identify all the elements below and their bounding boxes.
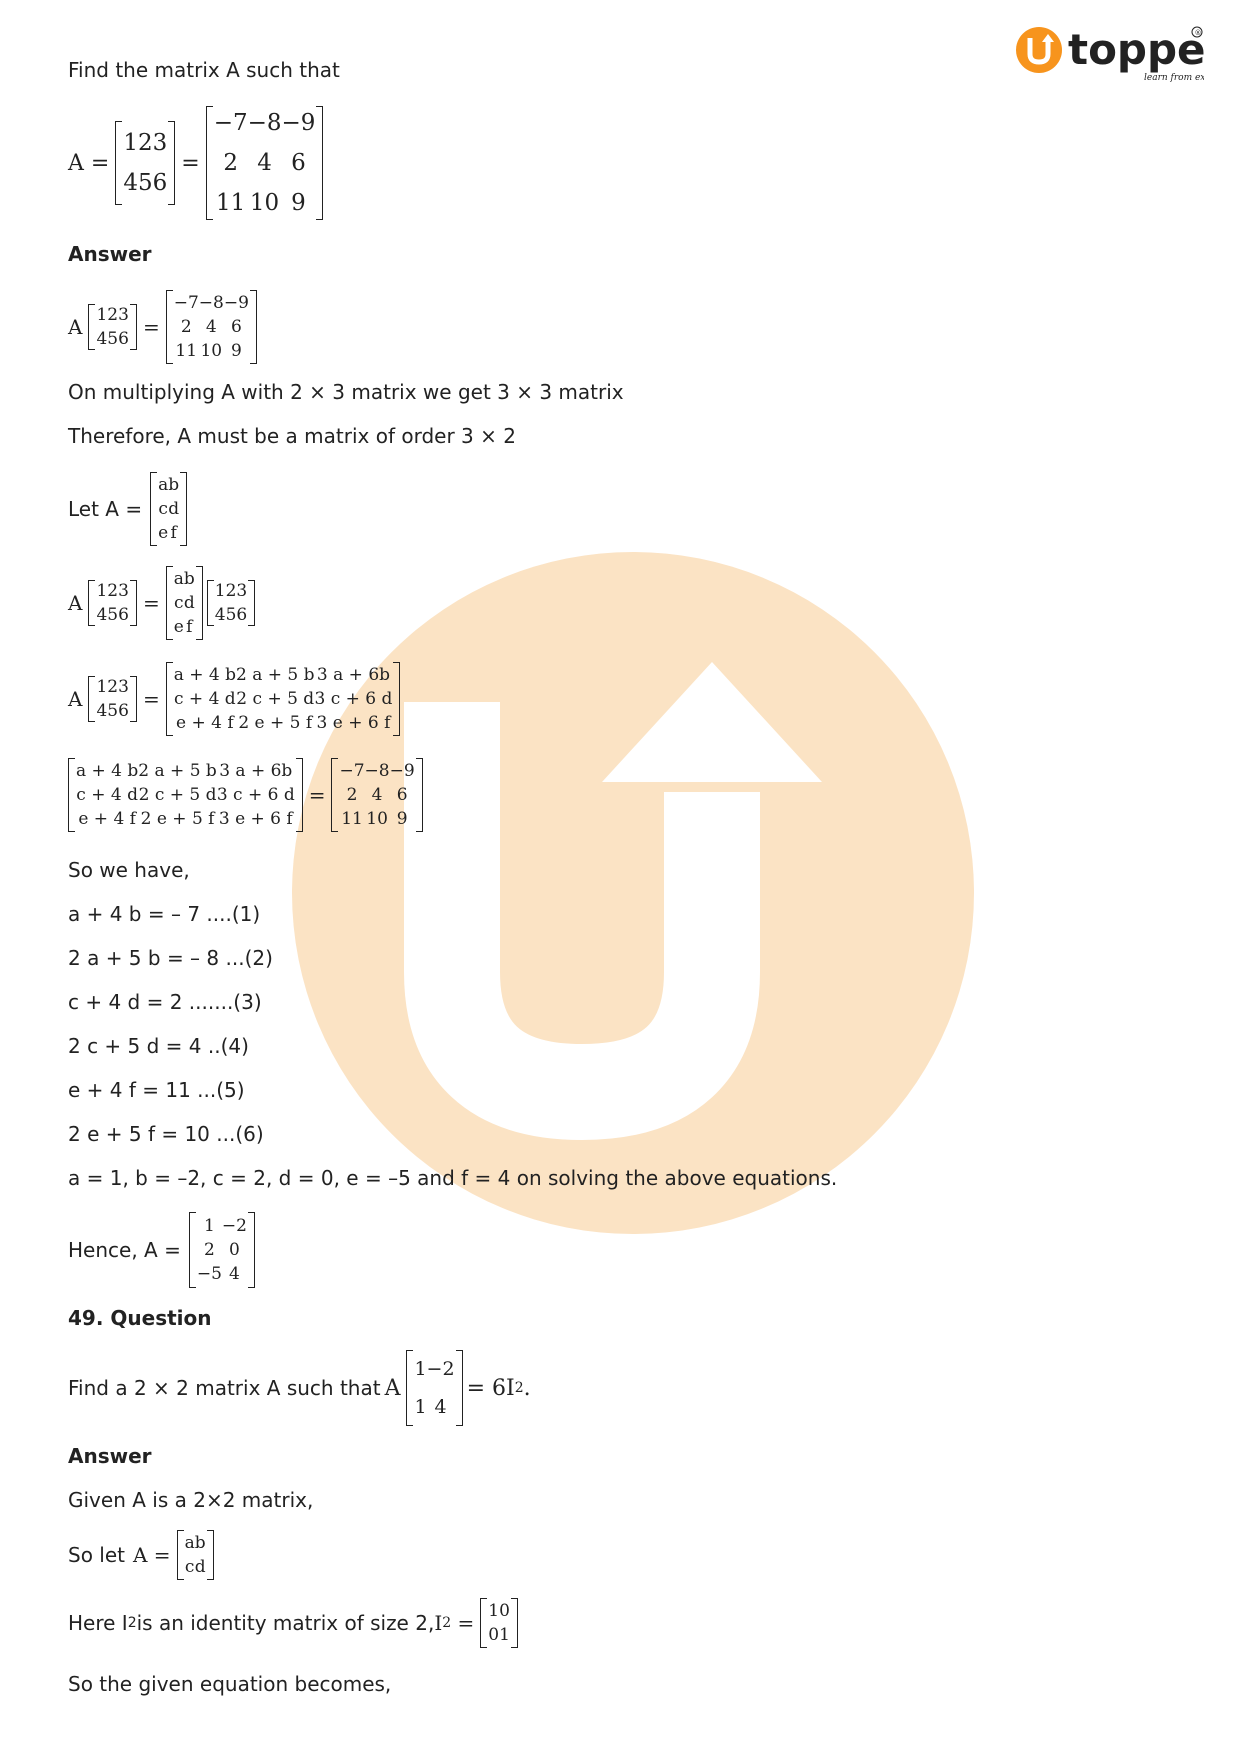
identity-line: Here I 2 is an identity matrix of size 2, I 2 = 1 0 0 1 xyxy=(68,1598,518,1648)
so-we-have: So we have, xyxy=(68,858,190,882)
equation-5: e + 4 f = 11 ...(5) xyxy=(68,1078,245,1102)
answer-equation-4: a + 4 b 2 a + 5 b 3 a + 6b c + 4 d 2 c + 5 d 3 c + 6 d e + 4 f 2 e + 5 f 3 e + 6 f = −7 −8 −9 2 4 6 11 10 9 xyxy=(68,758,423,832)
multiplying-line: On multiplying A with 2 × 3 matrix we get 3 × 3 matrix xyxy=(68,380,624,404)
registered-mark: ® xyxy=(1194,29,1202,37)
becomes-line: So the given equation becomes, xyxy=(68,1672,392,1696)
brand-name: toppe xyxy=(1068,25,1204,74)
q48-prompt: Find the matrix A such that xyxy=(68,58,340,82)
brand-tagline: learn from e xyxy=(1144,73,1201,83)
answer-equation-1: A 1 2 3 4 5 6 = −7 −8 −9 2 4 6 11 10 9 xyxy=(68,290,257,364)
answer-equation-3: A 1 2 3 4 5 6 = a + 4 b 2 a + 5 b 3 a + 6b c + 4 d 2 c + 5 d 3 c + 6 d e + 4 f 2 e + 5 f 3 e + 6 f xyxy=(68,662,400,736)
equation-1: a + 4 b = – 7 ....(1) xyxy=(68,902,261,926)
hence-equation: Hence, A = 1 −2 2 0 −5 4 xyxy=(68,1212,255,1288)
q49-answer-heading: Answer xyxy=(68,1444,152,1468)
answer-right-matrix-1: −7 −8 −9 2 4 6 11 10 9 xyxy=(166,290,257,364)
equation-6: 2 e + 5 f = 10 ...(6) xyxy=(68,1122,264,1146)
answer-left-matrix-1: 1 2 3 4 5 6 xyxy=(88,304,136,350)
q49-matrix: 1 −2 1 4 xyxy=(406,1350,462,1426)
q48-equation: A = 1 2 3 4 5 6 = −7 −8 −9 2 4 6 11 10 9 xyxy=(68,106,323,220)
a-label: A = xyxy=(68,150,110,176)
product-matrix: a + 4 b 2 a + 5 b 3 a + 6b c + 4 d 2 c + 5 d 3 c + 6 d e + 4 f 2 e + 5 f 3 e + 6 f xyxy=(166,662,401,736)
q48-right-matrix: −7 −8 −9 2 4 6 11 10 9 xyxy=(206,106,324,220)
q48-answer-heading: Answer xyxy=(68,242,152,266)
so-let-matrix: a b c d xyxy=(177,1530,214,1580)
watermark-logo-icon xyxy=(292,552,974,1234)
identity-matrix: 1 0 0 1 xyxy=(480,1598,518,1648)
answer-equation-2: A 1 2 3 4 5 6 = a b c d e f 1 2 3 4 5 6 xyxy=(68,566,255,640)
equation-4: 2 c + 5 d = 4 ..(4) xyxy=(68,1034,249,1058)
order-line: Therefore, A must be a matrix of order 3 × 2 xyxy=(68,424,516,448)
topper-logo xyxy=(1014,22,1204,90)
given-line: Given A is a 2×2 matrix, xyxy=(68,1488,314,1512)
equation-2: 2 a + 5 b = – 8 ...(2) xyxy=(68,946,273,970)
let-a-matrix: a b c d e f xyxy=(150,472,187,546)
let-a-equation: Let A = a b c d e f xyxy=(68,472,187,546)
q49-heading: 49. Question xyxy=(68,1306,212,1330)
equation-3: c + 4 d = 2 .......(3) xyxy=(68,990,262,1014)
hence-matrix: 1 −2 2 0 −5 4 xyxy=(189,1212,255,1288)
solution-line: a = 1, b = –2, c = 2, d = 0, e = –5 and f = 4 on solving the above equations. xyxy=(68,1166,838,1190)
q48-left-matrix: 1 2 3 4 5 6 xyxy=(115,121,175,205)
so-let-equation: So let A = a b c d xyxy=(68,1530,214,1580)
q49-prompt-line: Find a 2 × 2 matrix A such that A 1 −2 1 4 = 6I 2 . xyxy=(68,1350,537,1426)
